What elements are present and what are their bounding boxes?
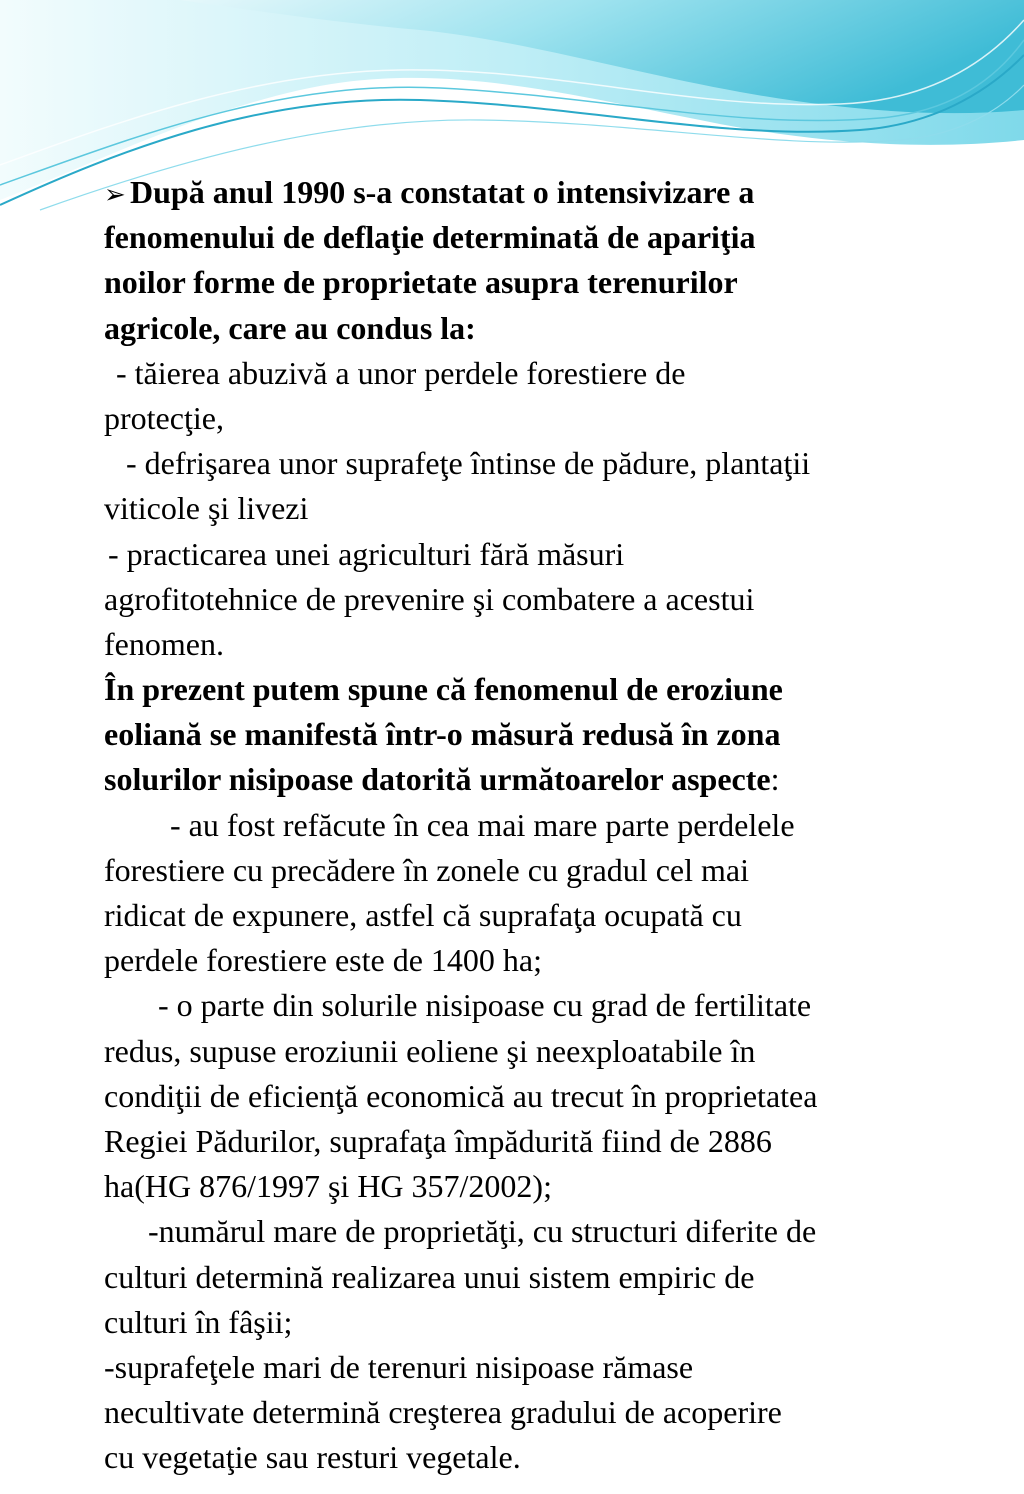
text-line: agrofitotehnice de prevenire şi combatere a acestui xyxy=(104,580,755,617)
text-line: culturi în fâşii; xyxy=(104,1303,293,1340)
text-line: ha(HG 876/1997 şi HG 357/2002); xyxy=(104,1168,552,1205)
text-line: viticole şi livezi xyxy=(104,490,309,527)
text-line: condiţii de eficienţă economică au trecut în proprietatea xyxy=(104,1077,818,1114)
text-line: ridicat de expunere, astfel că suprafaţa ocupată cu xyxy=(104,897,742,933)
list-item-agriculture: - practicarea unei agriculturi fără măsuri xyxy=(108,535,625,572)
arrow-bullet-icon: ➢ xyxy=(104,180,126,210)
text-line: agricole, care au condus la: xyxy=(104,309,476,346)
list-item-cutting: - tăierea abuzivă a unor perdele forestiere de xyxy=(116,354,686,391)
text-line: După anul 1990 s-a constatat o intensivizare a xyxy=(130,174,755,210)
text-line: forestiere cu precădere în zonele cu gradul cel mai xyxy=(104,851,749,888)
list-item-properties: -numărul mare de proprietăţi, cu structuri diferite de xyxy=(148,1213,817,1250)
list-item-sandy-soils: - o parte din solurile nisipoase cu grad de fertilitate xyxy=(158,987,812,1024)
text-line: fenomenului de deflaţie determinată de apariţia xyxy=(104,219,756,256)
text-line: necultivate determină creşterea gradului de acoperire xyxy=(104,1394,782,1431)
text-line: noilor forme de proprietate asupra terenurilor xyxy=(104,264,738,301)
slide-body-text xyxy=(104,170,964,1480)
text-line: perdele forestiere este de 1400 ha; xyxy=(104,942,543,979)
text-line-bold: solurilor nisipoase datorită următoarelor aspecte xyxy=(104,761,771,798)
text-line: eoliană se manifestă într-o măsură redusă în zona xyxy=(104,716,781,753)
text-line xyxy=(104,757,964,802)
text-line: fenomen. xyxy=(104,625,224,662)
text-line: protecţie, xyxy=(104,399,224,436)
colon: : xyxy=(770,761,780,798)
list-item-uncultivated: -suprafeţele mari de terenuri nisipoase rămase xyxy=(104,1348,694,1385)
text-line: Regiei Pădurilor, suprafaţa împădurită fiind de 2886 xyxy=(104,1122,772,1159)
text-line: culturi determină realizarea unui sistem empiric de xyxy=(104,1258,755,1295)
list-item-forest-belts: - au fost refăcute în cea mai mare parte perdelele xyxy=(170,806,795,843)
list-item-deforestation: - defrişarea unor suprafeţe întinse de pădure, plantaţii xyxy=(126,445,811,482)
paragraph-1-line-1 xyxy=(104,170,964,215)
text-line: cu vegetaţie sau resturi vegetale. xyxy=(104,1439,521,1476)
paragraph-2-line-1: În prezent putem spune că fenomenul de eroziune xyxy=(104,671,783,708)
text-line: redus, supuse eroziunii eoliene şi neexploatabile în xyxy=(104,1032,756,1069)
